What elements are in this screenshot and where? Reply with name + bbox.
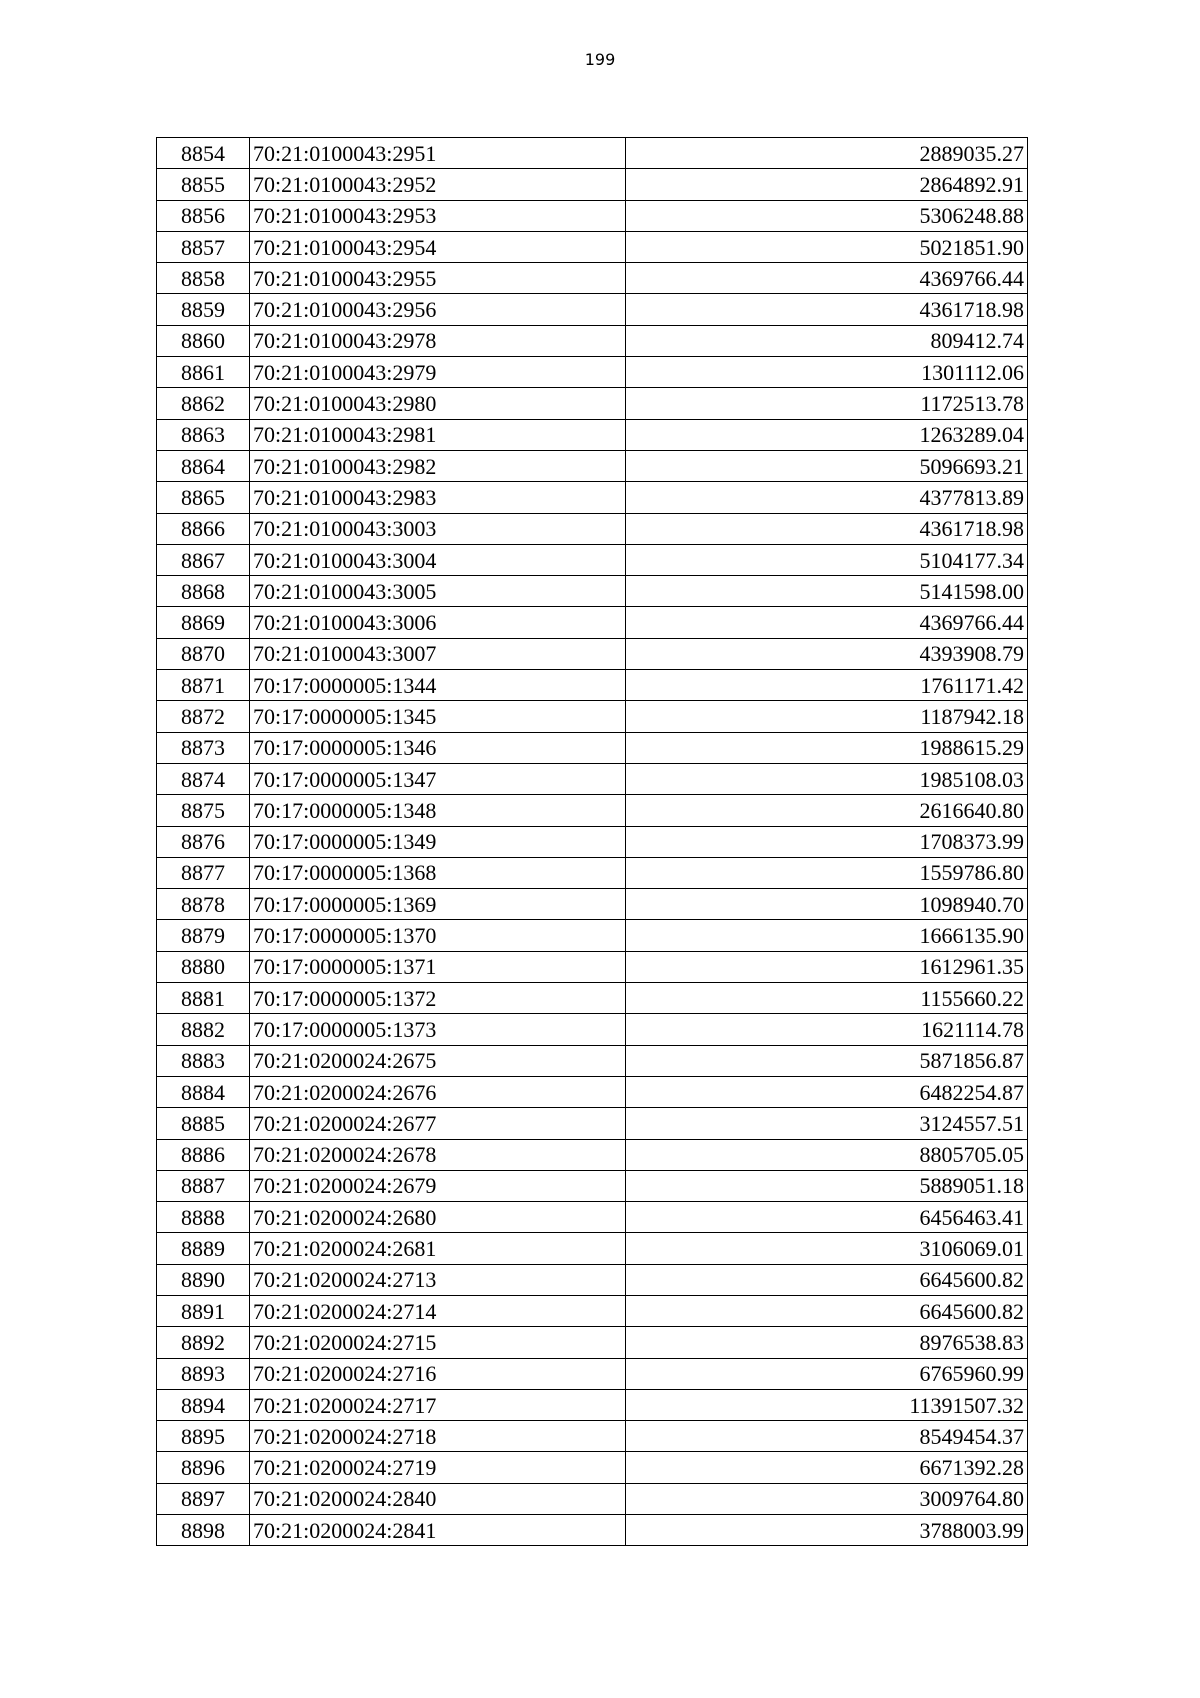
cadastral-value-cell: 4377813.89 (626, 482, 1028, 513)
row-number-cell: 8883 (157, 1045, 250, 1076)
row-number-cell: 8885 (157, 1108, 250, 1139)
cadastral-number-cell: 70:21:0100043:2983 (250, 482, 626, 513)
cadastral-value-cell: 3009764.80 (626, 1483, 1028, 1514)
cadastral-number-cell: 70:21:0100043:2951 (250, 138, 626, 169)
cadastral-number-cell: 70:17:0000005:1373 (250, 1014, 626, 1045)
cadastral-value-cell: 3106069.01 (626, 1233, 1028, 1264)
row-number-cell: 8892 (157, 1327, 250, 1358)
cadastral-value-cell: 2864892.91 (626, 169, 1028, 200)
cadastral-value-cell: 1098940.70 (626, 889, 1028, 920)
cadastral-number-cell: 70:21:0200024:2719 (250, 1452, 626, 1483)
cadastral-number-cell: 70:21:0200024:2680 (250, 1202, 626, 1233)
cadastral-number-cell: 70:21:0100043:3005 (250, 576, 626, 607)
row-number-cell: 8859 (157, 294, 250, 325)
cadastral-value-cell: 11391507.32 (626, 1389, 1028, 1420)
cadastral-value-cell: 6645600.82 (626, 1295, 1028, 1326)
table-row (157, 920, 1028, 951)
table-row (157, 732, 1028, 763)
cadastral-value-cell: 8976538.83 (626, 1327, 1028, 1358)
cadastral-value-cell: 4361718.98 (626, 513, 1028, 544)
cadastral-number-cell: 70:21:0200024:2678 (250, 1139, 626, 1170)
cadastral-number-cell: 70:21:0200024:2676 (250, 1076, 626, 1107)
row-number-cell: 8856 (157, 200, 250, 231)
table-row (157, 1045, 1028, 1076)
table-row (157, 1170, 1028, 1201)
row-number-cell: 8895 (157, 1421, 250, 1452)
cadastral-number-cell: 70:21:0100043:3006 (250, 607, 626, 638)
table-row (157, 482, 1028, 513)
table-row (157, 450, 1028, 481)
row-number-cell: 8855 (157, 169, 250, 200)
row-number-cell: 8878 (157, 889, 250, 920)
cadastral-value-cell: 5141598.00 (626, 576, 1028, 607)
cadastral-number-cell: 70:21:0100043:2953 (250, 200, 626, 231)
cadastral-value-cell: 8549454.37 (626, 1421, 1028, 1452)
table-row (157, 200, 1028, 231)
cadastral-number-cell: 70:21:0200024:2718 (250, 1421, 626, 1452)
row-number-cell: 8881 (157, 983, 250, 1014)
table-row (157, 1389, 1028, 1420)
table-row (157, 1108, 1028, 1139)
row-number-cell: 8888 (157, 1202, 250, 1233)
cadastral-value-table (156, 137, 1028, 1546)
table-row (157, 513, 1028, 544)
cadastral-number-cell: 70:17:0000005:1371 (250, 951, 626, 982)
table-row (157, 1483, 1028, 1514)
row-number-cell: 8884 (157, 1076, 250, 1107)
cadastral-value-cell: 6482254.87 (626, 1076, 1028, 1107)
table-row (157, 1014, 1028, 1045)
row-number-cell: 8880 (157, 951, 250, 982)
table-row (157, 826, 1028, 857)
row-number-cell: 8893 (157, 1358, 250, 1389)
cadastral-value-cell: 4369766.44 (626, 263, 1028, 294)
cadastral-number-cell: 70:21:0200024:2714 (250, 1295, 626, 1326)
row-number-cell: 8873 (157, 732, 250, 763)
row-number-cell: 8886 (157, 1139, 250, 1170)
cadastral-value-cell: 1301112.06 (626, 357, 1028, 388)
cadastral-number-cell: 70:21:0100043:3003 (250, 513, 626, 544)
cadastral-value-cell: 4361718.98 (626, 294, 1028, 325)
cadastral-number-cell: 70:17:0000005:1347 (250, 763, 626, 794)
cadastral-value-cell: 1621114.78 (626, 1014, 1028, 1045)
row-number-cell: 8890 (157, 1264, 250, 1295)
row-number-cell: 8882 (157, 1014, 250, 1045)
table-row (157, 701, 1028, 732)
table-row (157, 1139, 1028, 1170)
row-number-cell: 8877 (157, 857, 250, 888)
cadastral-value-cell: 1988615.29 (626, 732, 1028, 763)
table-row (157, 670, 1028, 701)
table-row (157, 325, 1028, 356)
table-row (157, 1358, 1028, 1389)
cadastral-value-cell: 6645600.82 (626, 1264, 1028, 1295)
row-number-cell: 8867 (157, 544, 250, 575)
row-number-cell: 8897 (157, 1483, 250, 1514)
cadastral-number-cell: 70:21:0100043:2981 (250, 419, 626, 450)
row-number-cell: 8868 (157, 576, 250, 607)
row-number-cell: 8896 (157, 1452, 250, 1483)
table-row (157, 1452, 1028, 1483)
table-row (157, 544, 1028, 575)
table-row (157, 419, 1028, 450)
cadastral-value-cell: 1187942.18 (626, 701, 1028, 732)
row-number-cell: 8860 (157, 325, 250, 356)
table-row (157, 983, 1028, 1014)
row-number-cell: 8858 (157, 263, 250, 294)
cadastral-number-cell: 70:17:0000005:1372 (250, 983, 626, 1014)
cadastral-value-cell: 809412.74 (626, 325, 1028, 356)
cadastral-value-cell: 1559786.80 (626, 857, 1028, 888)
row-number-cell: 8870 (157, 638, 250, 669)
row-number-cell: 8861 (157, 357, 250, 388)
cadastral-number-cell: 70:21:0100043:2978 (250, 325, 626, 356)
row-number-cell: 8865 (157, 482, 250, 513)
cadastral-value-cell: 2616640.80 (626, 795, 1028, 826)
cadastral-value-cell: 5306248.88 (626, 200, 1028, 231)
row-number-cell: 8869 (157, 607, 250, 638)
cadastral-value-cell: 5096693.21 (626, 450, 1028, 481)
table-row (157, 1327, 1028, 1358)
cadastral-value-cell: 1985108.03 (626, 763, 1028, 794)
row-number-cell: 8887 (157, 1170, 250, 1201)
cadastral-number-cell: 70:21:0100043:2980 (250, 388, 626, 419)
cadastral-number-cell: 70:21:0200024:2716 (250, 1358, 626, 1389)
table-row (157, 231, 1028, 262)
cadastral-number-cell: 70:21:0200024:2679 (250, 1170, 626, 1201)
cadastral-value-cell: 4369766.44 (626, 607, 1028, 638)
cadastral-value-cell: 4393908.79 (626, 638, 1028, 669)
cadastral-number-cell: 70:17:0000005:1344 (250, 670, 626, 701)
page-number: 199 (584, 50, 616, 69)
row-number-cell: 8872 (157, 701, 250, 732)
cadastral-value-cell: 1708373.99 (626, 826, 1028, 857)
cadastral-number-cell: 70:17:0000005:1368 (250, 857, 626, 888)
cadastral-value-cell: 6671392.28 (626, 1452, 1028, 1483)
cadastral-number-cell: 70:21:0200024:2717 (250, 1389, 626, 1420)
cadastral-value-cell: 1761171.42 (626, 670, 1028, 701)
cadastral-number-cell: 70:21:0200024:2713 (250, 1264, 626, 1295)
cadastral-number-cell: 70:17:0000005:1346 (250, 732, 626, 763)
cadastral-value-cell: 6765960.99 (626, 1358, 1028, 1389)
cadastral-number-cell: 70:17:0000005:1345 (250, 701, 626, 732)
cadastral-number-cell: 70:21:0200024:2675 (250, 1045, 626, 1076)
row-number-cell: 8875 (157, 795, 250, 826)
row-number-cell: 8889 (157, 1233, 250, 1264)
row-number-cell: 8864 (157, 450, 250, 481)
table-row (157, 576, 1028, 607)
row-number-cell: 8862 (157, 388, 250, 419)
cadastral-value-cell: 1155660.22 (626, 983, 1028, 1014)
table-body (157, 138, 1028, 1546)
cadastral-number-cell: 70:21:0200024:2840 (250, 1483, 626, 1514)
cadastral-value-cell: 3788003.99 (626, 1515, 1028, 1546)
row-number-cell: 8866 (157, 513, 250, 544)
cadastral-value-cell: 1263289.04 (626, 419, 1028, 450)
table-row (157, 169, 1028, 200)
row-number-cell: 8876 (157, 826, 250, 857)
cadastral-number-cell: 70:21:0200024:2841 (250, 1515, 626, 1546)
table-row (157, 1515, 1028, 1546)
table-row (157, 357, 1028, 388)
cadastral-number-cell: 70:17:0000005:1370 (250, 920, 626, 951)
cadastral-number-cell: 70:21:0100043:2952 (250, 169, 626, 200)
table-row (157, 1264, 1028, 1295)
cadastral-number-cell: 70:17:0000005:1348 (250, 795, 626, 826)
table-row (157, 1421, 1028, 1452)
table-row (157, 263, 1028, 294)
cadastral-number-cell: 70:21:0100043:2956 (250, 294, 626, 325)
row-number-cell: 8863 (157, 419, 250, 450)
row-number-cell: 8898 (157, 1515, 250, 1546)
cadastral-value-cell: 1666135.90 (626, 920, 1028, 951)
row-number-cell: 8854 (157, 138, 250, 169)
row-number-cell: 8871 (157, 670, 250, 701)
cadastral-value-cell: 1172513.78 (626, 388, 1028, 419)
cadastral-number-cell: 70:21:0200024:2681 (250, 1233, 626, 1264)
table-row (157, 951, 1028, 982)
table-row (157, 889, 1028, 920)
table-row (157, 1202, 1028, 1233)
cadastral-value-cell: 5021851.90 (626, 231, 1028, 262)
row-number-cell: 8891 (157, 1295, 250, 1326)
cadastral-value-cell: 3124557.51 (626, 1108, 1028, 1139)
table-row (157, 857, 1028, 888)
cadastral-value-cell: 6456463.41 (626, 1202, 1028, 1233)
row-number-cell: 8857 (157, 231, 250, 262)
cadastral-value-cell: 2889035.27 (626, 138, 1028, 169)
row-number-cell: 8894 (157, 1389, 250, 1420)
cadastral-value-cell: 5889051.18 (626, 1170, 1028, 1201)
table-row (157, 1076, 1028, 1107)
cadastral-number-cell: 70:21:0100043:2954 (250, 231, 626, 262)
cadastral-value-cell: 8805705.05 (626, 1139, 1028, 1170)
row-number-cell: 8879 (157, 920, 250, 951)
table-row (157, 763, 1028, 794)
table-row (157, 294, 1028, 325)
cadastral-value-cell: 5104177.34 (626, 544, 1028, 575)
table-row (157, 1295, 1028, 1326)
cadastral-value-cell: 1612961.35 (626, 951, 1028, 982)
table-row (157, 388, 1028, 419)
cadastral-number-cell: 70:21:0100043:2979 (250, 357, 626, 388)
table-row (157, 607, 1028, 638)
cadastral-number-cell: 70:21:0200024:2677 (250, 1108, 626, 1139)
table-row (157, 795, 1028, 826)
cadastral-number-cell: 70:21:0200024:2715 (250, 1327, 626, 1358)
table-row (157, 1233, 1028, 1264)
row-number-cell: 8874 (157, 763, 250, 794)
cadastral-number-cell: 70:21:0100043:3004 (250, 544, 626, 575)
cadastral-number-cell: 70:21:0100043:2955 (250, 263, 626, 294)
table-row (157, 138, 1028, 169)
table-row (157, 638, 1028, 669)
cadastral-number-cell: 70:17:0000005:1369 (250, 889, 626, 920)
cadastral-number-cell: 70:21:0100043:3007 (250, 638, 626, 669)
cadastral-number-cell: 70:21:0100043:2982 (250, 450, 626, 481)
cadastral-value-cell: 5871856.87 (626, 1045, 1028, 1076)
cadastral-number-cell: 70:17:0000005:1349 (250, 826, 626, 857)
